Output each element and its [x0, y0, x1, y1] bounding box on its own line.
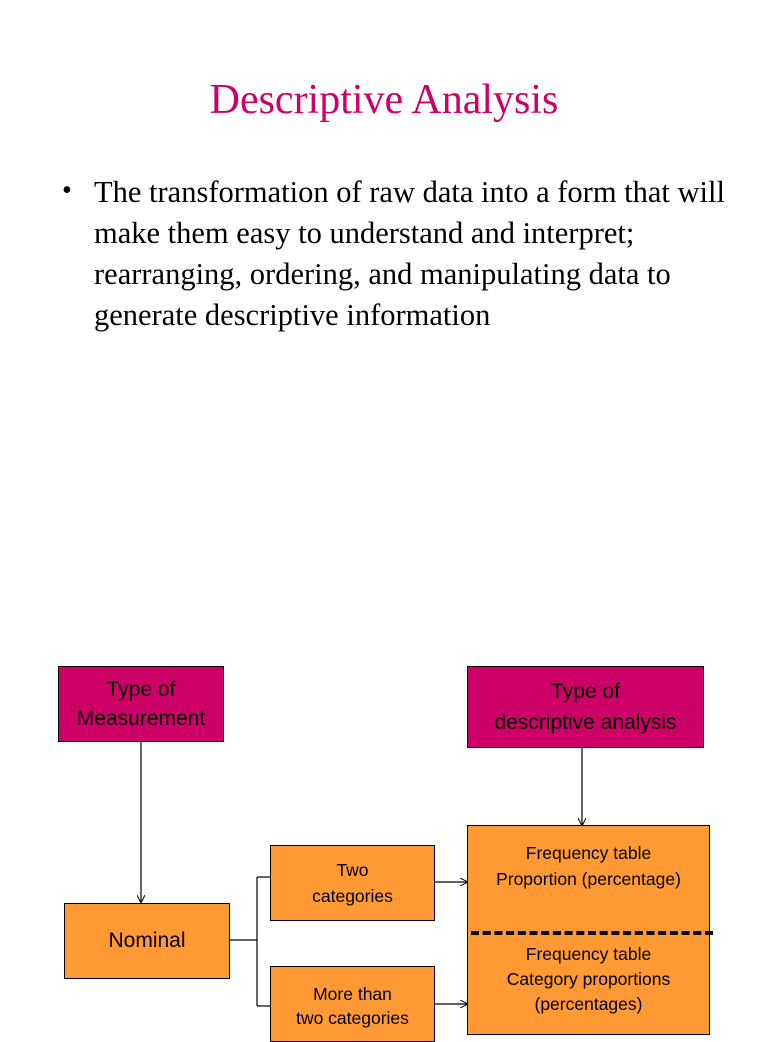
analysis-header-label: Type of descriptive analysis [494, 680, 677, 734]
nominal-label: Nominal [108, 929, 186, 952]
slide-title: Descriptive Analysis [209, 77, 559, 123]
measurement-header-box [58, 666, 224, 742]
analysis-more-categories-text [467, 942, 710, 1017]
two-categories-box [270, 845, 435, 921]
two-categories-label: Two categories [312, 860, 393, 906]
more-than-two-categories-box [270, 966, 435, 1042]
nominal-box [64, 903, 230, 979]
analysis-two-categories-label: Frequency table Proportion (percentage) [496, 843, 681, 889]
measurement-header-label: Type of Measurement [76, 678, 206, 730]
analysis-two-categories-text [467, 840, 710, 892]
bullet-marker: • [62, 175, 72, 206]
analysis-more-categories-label: Frequency table Category proportions (percentages) [506, 944, 671, 1014]
more-than-two-categories-label: More than two categories [296, 984, 409, 1028]
analysis-divider [471, 931, 713, 935]
analysis-header-box [467, 666, 704, 748]
bullet-text: The transformation of raw data into a form that will make them easy to understand and interpret; rearranging, ordering, and manipulating data to generate descriptive information [94, 175, 725, 332]
